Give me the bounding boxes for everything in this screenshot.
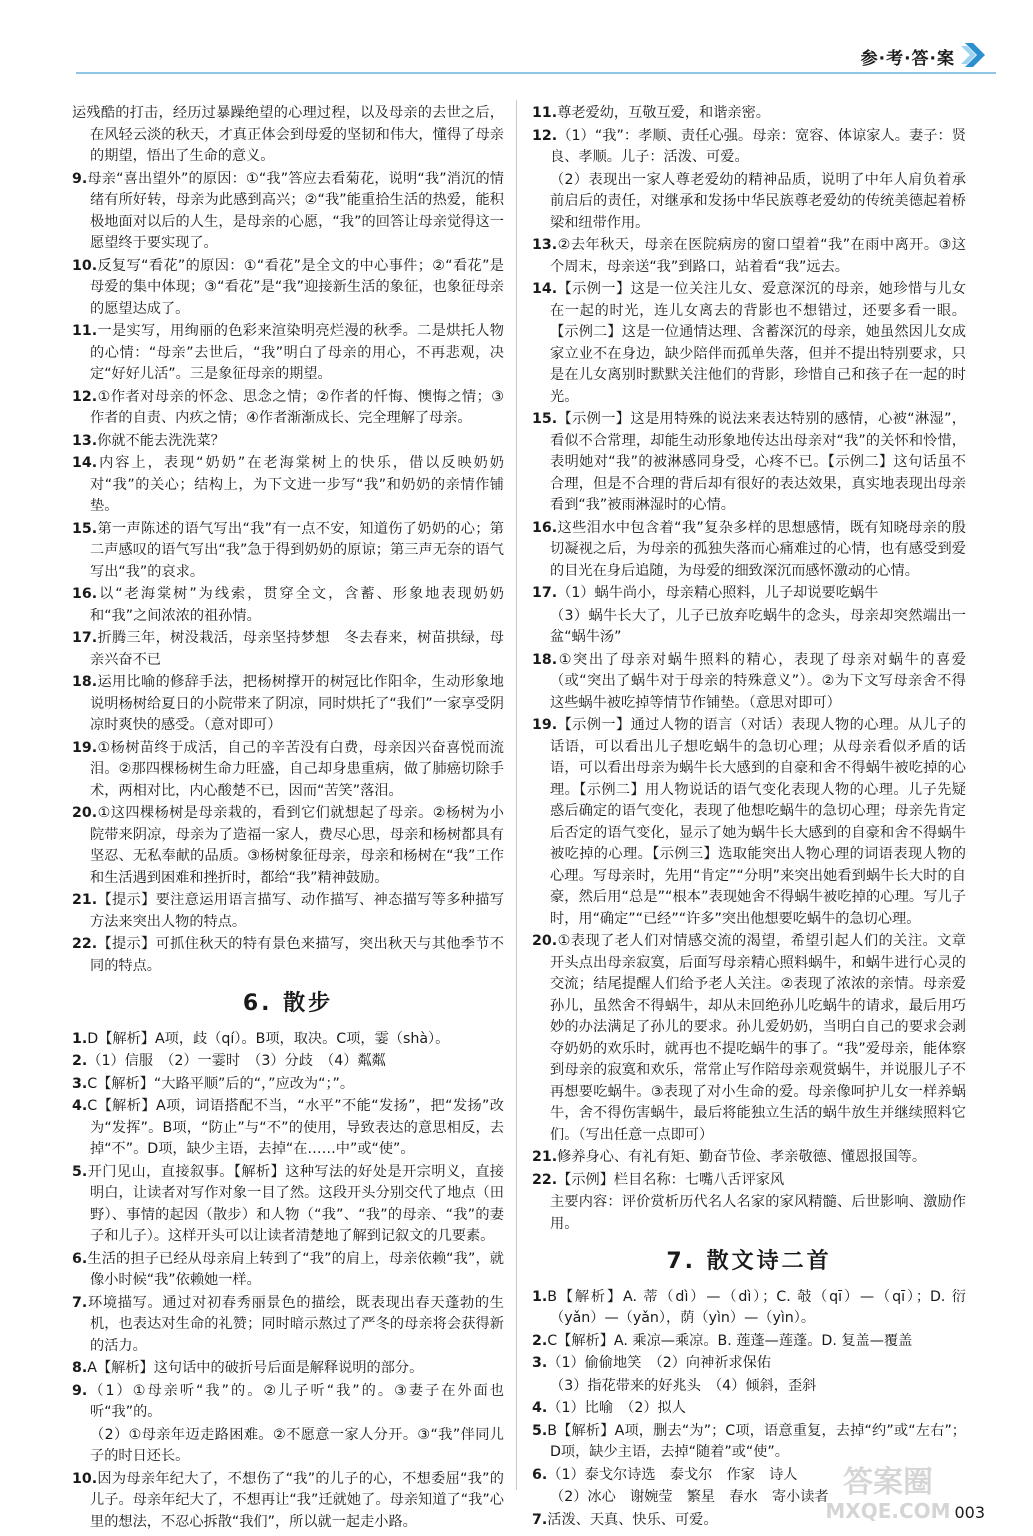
answer-item (532, 126, 966, 169)
left-column (72, 103, 504, 1534)
answer-item (72, 321, 504, 386)
answer-number: 22. (532, 1171, 558, 1188)
answer-text: 这些泪水中包含着“我”复杂多样的思想感情，既有知晓母亲的殷切凝视之后，为母亲的孤独失落而心痛难过的心情，也有感受到爱的目光在身后追随，为母爱的细致深沉而感怀激动的心情。 (550, 519, 966, 579)
answer-number: 15. (72, 520, 98, 537)
answer-text: ①突出了母亲对蜗牛照料的精心，表现了母亲对蜗牛的喜爱（或“突出了蜗牛对于母亲的特殊意义”）。②为下文写母亲舍不得这些蜗牛被吃掉等情节作铺垫。（意思对即可） (550, 651, 966, 711)
answer-item (72, 628, 504, 671)
answer-number: 5. (532, 1422, 548, 1439)
answer-text: 折腾三年，树没栽活，母亲坚持梦想 冬去春来，树苗拱绿，母亲兴奋不已 (90, 630, 504, 668)
right-answers-a (532, 103, 966, 1235)
answer-number: 17. (72, 630, 98, 646)
answer-number: 13. (532, 237, 558, 253)
answer-item (72, 1381, 504, 1424)
answer-text: （2）表现出一家人尊老爱幼的精神品质，说明了中年人肩负着承前启后的责任，对继承和发扬中华民族尊老爱幼的传统美德起着桥梁和纽带作用。 (550, 171, 966, 231)
answer-number: 2. (72, 1053, 88, 1069)
watermark-line2: MXQE.COM (825, 1499, 951, 1523)
answer-item (532, 1147, 966, 1169)
answer-number: 6. (72, 1250, 88, 1267)
answer-item (72, 169, 504, 255)
answer-item (532, 1170, 966, 1192)
header-label: 参·考·答·案 (860, 49, 955, 69)
answer-text: 【示例一】这是一位关注儿女、爱意深沉的母亲，她珍惜与儿女在一起的时光，连儿女离去的背影也不想错过，还要多看一眼。【示例二】这是一位通情达理、含蓄深沉的母亲，她虽然因儿女成家立业不在身边，缺少陪伴而孤单失落，但并不提出特别要求，只是在儿女离别时默默关注他们的背影，珍惜自己和孩子在一起的时光。 (550, 281, 966, 405)
answer-item (532, 235, 966, 278)
section-title-sanwenshi: 7. 散文诗二首 (666, 1249, 832, 1274)
answer-number: 15. (532, 411, 558, 427)
answer-item (532, 518, 966, 583)
answer-number: 10. (72, 257, 98, 274)
answer-number: 18. (532, 651, 558, 668)
watermark-line1: 答案圈 (843, 1465, 933, 1500)
answer-item (72, 453, 504, 518)
answer-text: B【解析】A. 蒂（dì）—（dì）；C. 攲（qī）—（qī）；D. 衍（yǎn）—（yǎn），荫（yìn）—（yìn）。 (547, 1288, 966, 1326)
answer-text: 母亲“喜出望外”的原因：①“我”答应去看菊花，说明“我”消沉的情绪有所好转，母亲为此感到高兴；②“我”能重拾生活的热爱，能积极地面对以后的人生，是母亲的心愿，“我”的回答让母亲觉得这一愿望终于要实现了。 (87, 170, 504, 251)
answer-subitem (532, 1192, 966, 1235)
answer-text: C【解析】A项，词语搭配不当，“水平”不能“发扬”，把“发扬”改为“发挥”。B项，“防止”与“不”的使用，导致表达的意思相反，去掉“不”。D项，缺少主语，去掉“在……中”或“使”。 (87, 1098, 504, 1157)
answer-number: 20. (72, 805, 98, 821)
answer-subitem (72, 1425, 504, 1468)
answer-number: 2. (532, 1332, 548, 1349)
answer-text: （3）蜗牛长大了，儿子已放弃吃蜗牛的念头，母亲却突然端出一盆“蜗牛汤” (550, 607, 966, 645)
answer-subitem (532, 170, 966, 235)
answer-number: 4. (72, 1098, 88, 1114)
answer-number: 7. (532, 1511, 548, 1528)
answer-number: 8. (72, 1360, 88, 1376)
answer-item (72, 1029, 504, 1051)
chevron-right-icon (959, 40, 989, 70)
answer-item (532, 931, 966, 1146)
answer-item (532, 409, 966, 517)
answer-text: B【解析】A项，删去“为”；C项，语意重复，去掉“约”或“左右”；D项，缺少主语，去掉“随着”或“使”。 (547, 1422, 966, 1460)
answer-item (72, 672, 504, 737)
answer-text: （1）①母亲听“我”的。②儿子听“我”的。③妻子在外面也听“我”的。 (87, 1382, 504, 1420)
answer-text: 修养身心、有礼有矩、勤奋节俭、孝亲敬德、懂恩报国等。 (557, 1149, 927, 1165)
answer-item (72, 387, 504, 430)
answer-text: （1）比喻 （2）拟人 (547, 1400, 686, 1416)
answer-text: 运用比喻的修辞手法，把杨树撑开的树冠比作阳伞，生动形象地说明杨树给夏日的小院带来了阴凉，同时烘托了“我们”一家享受阴凉时爽快的感受。（意对即可） (90, 674, 504, 733)
answer-text: ①作者对母亲的怀念、思念之情；②作者的忏悔、懊悔之情；③作者的自责、内疚之情；④作者渐渐成长、完全理解了母亲。 (90, 388, 504, 426)
answer-item (72, 1051, 504, 1073)
answer-text: （1）“我”：孝顺、责任心强。母亲：宽容、体谅家人。妻子：贤良、孝顺。儿子：活泼、可爱。 (550, 127, 966, 165)
answer-item (532, 715, 966, 930)
answer-number: 6. (532, 1466, 548, 1483)
answer-number: 1. (532, 1288, 548, 1305)
answer-number: 10. (72, 1470, 98, 1487)
watermark-logo (813, 1458, 963, 1528)
page-number: 003 (954, 1503, 985, 1522)
answer-item (72, 890, 504, 933)
answer-item (72, 584, 504, 627)
answer-number: 17. (532, 585, 558, 601)
answer-number: 7. (72, 1294, 88, 1311)
answer-text: （2）①母亲年迈走路困难。②不愿意一家人分开。③“我”伴同儿子的时日还长。 (90, 1426, 504, 1464)
answer-text: 【提示】可抓住秋天的特有景色来描写，突出秋天与其他季节不同的特点。 (90, 936, 504, 974)
answer-text: ①表现了老人们对情感交流的渴望，希望引起人们的关注。文章开头点出母亲寂寞，后面写母亲精心照料蜗牛，和蜗牛进行心灵的交流；结尾提醒人们给予老人关注。②表现了浓浓的亲情。母亲爱孙儿，虽然舍不得蜗牛，却从未回绝孙儿吃蜗牛的请求，最后用巧妙的办法满足了孙儿的要求。孙儿爱奶奶，当明白自己的要求会剥夺奶奶的欢乐时，就再也不提吃蜗牛的事了。“我”爱母亲，能体察到母亲的寂寞和欢乐，常常止写作陪母亲观赏蜗牛，并说服儿子不再想要吃蜗牛。③表现了对小生命的爱。母亲像呵护儿女一样养蜗牛，舍不得伤害蜗牛，最后将能独立生活的蜗牛放生并继续照料它们。（写出任意一点即可） (550, 933, 966, 1143)
answer-text: （1）蜗牛尚小，母亲精心照料，儿子却说要吃蜗牛 (557, 585, 879, 601)
answer-item (532, 583, 966, 605)
answer-text: 【示例】栏目名称：七嘴八舌评家风 (557, 1171, 785, 1188)
answer-item (72, 1074, 504, 1096)
page-header (0, 0, 1033, 80)
answer-text: 以“老海棠树”为线索，贯穿全文，含蓄、形象地表现奶奶和“我”之间浓浓的祖孙情。 (90, 586, 504, 624)
answer-number: 16. (532, 519, 558, 536)
answer-number: 18. (72, 674, 98, 690)
answer-text: 第一声陈述的语气写出“我”有一点不安，知道伤了奶奶的心；第二声感叹的语气写出“我”急于得到奶奶的原谅；第三声无奈的语气写出“我”的哀求。 (90, 520, 504, 580)
answer-number: 21. (72, 892, 98, 908)
answer-number: 12. (532, 127, 558, 144)
answer-text: A【解析】这句话中的破折号后面是解释说明的部分。 (87, 1360, 424, 1376)
answer-item (72, 256, 504, 321)
answer-text: ②去年秋天，母亲在医院病房的窗口望着“我”在雨中离开。③这个周末，母亲送“我”到路口，站着看“我”远去。 (550, 237, 966, 275)
answer-item (72, 803, 504, 889)
answer-number: 3. (72, 1075, 88, 1092)
answer-text: ①杨树苗终于成活，自己的辛苦没有白费，母亲因兴奋喜悦而流泪。②那四棵杨树生命力旺盛，自己却身患重病，做了肺癌切除手术，两相对比，内心酸楚不已，因而“苦笑”落泪。 (90, 739, 504, 799)
answer-text: 内容上，表现“奶奶”在老海棠树上的快乐，借以反映奶奶对“我”的关心；结构上，为下文进一步写“我”和奶奶的亲情作铺垫。 (90, 455, 504, 514)
right-column (532, 103, 966, 1532)
section-title-sanbu: 6. 散步 (242, 991, 334, 1016)
answer-number: 14. (72, 455, 98, 471)
answer-number: 12. (72, 388, 98, 405)
answer-text: 因为母亲年纪大了，不想伤了“我”的儿子的心，不想委屈“我”的儿子。母亲年纪大了，不想再让“我”迁就她了。母亲知道了“我”心里的想法，不忍心拆散“我们”，所以就一起走小路。 (90, 1470, 504, 1530)
answer-text: 一是实写，用绚丽的色彩来渲染明亮烂漫的秋季。二是烘托人物的心情：“母亲”去世后，“我”明白了母亲的用心，不再悲观，决定“好好儿活”。三是象征母亲的期望。 (90, 323, 504, 382)
answer-item (72, 1249, 504, 1292)
answer-number: 11. (532, 105, 558, 121)
answer-item (72, 1162, 504, 1248)
answer-item (72, 738, 504, 803)
answer-number: 16. (72, 586, 98, 602)
answer-text: （1）信服 （2）一霎时 （3）分歧 （4）粼粼 (87, 1053, 386, 1069)
answer-text: 反复写“看花”的原因：①“看花”是全文的中心事件；②“看花”是母爱的集中体现；③“看花”是“我”迎接新生活的象征，也象征母亲的愿望达成了。 (90, 257, 504, 317)
answer-number: 5. (72, 1163, 88, 1180)
header-rule (76, 72, 996, 74)
answer-text: （2）冰心 谢婉莹 繁星 春水 寄小读者 (550, 1489, 829, 1505)
answer-number: 14. (532, 281, 558, 297)
answer-text: （1）泰戈尔诗选 泰戈尔 作家 诗人 (547, 1466, 798, 1483)
answer-item (532, 1287, 966, 1330)
answer-subitem (532, 1376, 966, 1398)
answer-item (72, 1293, 504, 1358)
answer-number: 22. (72, 936, 98, 952)
answer-text: 【提示】要注意运用语言描写、动作描写、神态描写等多种描写方法来突出人物的特点。 (90, 892, 504, 930)
answer-text: 你就不能去洗洗菜？ (97, 432, 225, 449)
answer-text: （1）偷偷地笑 （2）向神祈求保佑 (547, 1355, 772, 1371)
answer-item (532, 1398, 966, 1420)
answer-item (72, 519, 504, 584)
answer-text: D【解析】A项，歧（qí）。B项，取决。C项，霎（shà）。 (87, 1030, 450, 1047)
answer-item (72, 1358, 504, 1380)
answer-number: 19. (532, 717, 558, 733)
answer-number: 13. (72, 432, 98, 449)
answer-text: ①这四棵杨树是母亲栽的，看到它们就想起了母亲。②杨树为小院带来阴凉，母亲为了造福一家人，费尽心思，母亲和杨树都具有坚忍、无私奉献的品质。③杨树象征母亲，母亲和杨树在“我”工作和生活遇到困难和挫折时，都给“我”精神鼓励。 (90, 805, 504, 886)
answer-text: 生活的担子已经从母亲肩上转到了“我”的肩上，母亲依赖“我”，就像小时候“我”依赖她一样。 (87, 1250, 504, 1288)
answer-text: 环境描写。通过对初春秀丽景色的描绘，既表现出春天蓬勃的生机，也表达对生命的礼赞；同时暗示熬过了严冬的母亲将会获得新的活力。 (87, 1294, 504, 1354)
answer-item (72, 431, 504, 453)
answer-number: 3. (532, 1355, 548, 1371)
answer-text: 运残酷的打击，经历过暴躁绝望的心理过程，以及母亲的去世之后，在风轻云淡的秋天，才真正体会到母爱的坚韧和伟大，懂得了母亲的期望，悟出了生命的意义。 (72, 105, 504, 164)
column-divider (516, 100, 517, 1490)
answer-number: 9. (72, 170, 88, 187)
answer-item (72, 103, 504, 168)
answer-item (72, 934, 504, 977)
answer-item (532, 279, 966, 408)
answer-text: 【示例一】这是用特殊的说法来表达特别的感情，心被“淋湿”，看似不合常理，却能生动形象地传达出母亲对“我”的关怀和怜惜，表明她对“我”的被淋感同身受，心疼不已。【示例二】这句话虽不合理，但是不合理的背后却有很好的表达效果，真实地表现出母亲看到“我”被雨淋湿时的心情。 (550, 411, 966, 513)
answer-text: 【示例一】通过人物的语言（对话）表现人物的心理。从儿子的话语，可以看出儿子想吃蜗牛的急切心理；从母亲看似矛盾的话语，可以看出母亲为蜗牛长大感到的自豪和舍不得蜗牛被吃掉的心理。【示例二】用人物说话的语气变化表现人物的心理。儿子先疑惑后确定的语气变化，表现了他想吃蜗牛的急切心理；母亲先肯定后否定的语气变化，显示了她为蜗牛长大感到的自豪和舍不得蜗牛被吃掉的心理。【示例三】选取能突出人物心理的词语表现人物的心理。写母亲时，先用“肯定”“分明”来突出她看到蜗牛长大时的自豪，然后用“总是”“根本”表现她舍不得蜗牛被吃掉的心理。写儿子时，用“确定”“已经”“许多”突出他想要吃蜗牛的急切心理。 (550, 717, 966, 927)
answer-text: 活泼、天真、快乐、可爱。 (547, 1511, 718, 1528)
answer-item (532, 1353, 966, 1375)
answer-text: C【解析】A. 乘凉—乘凉。B. 莲蓬—莲蓬。D. 复盖—覆盖 (547, 1332, 913, 1349)
answer-number: 11. (72, 323, 98, 339)
answer-text: （3）指花带来的好兆头 （4）倾斜，歪斜 (550, 1377, 817, 1394)
answer-number: 4. (532, 1400, 548, 1416)
left-answers-b (72, 1029, 504, 1534)
answer-number: 21. (532, 1149, 558, 1165)
answer-text: 开门见山，直接叙事。【解析】这种写法的好处是开宗明义，直接明白，让读者对写作对象一目了然。这段开头分别交代了地点（田野）、事情的起因（散步）和人物（“我”、“我”的母亲、“我”的妻子和儿子）。这样开头可以让读者清楚地了解到记叙文的几要素。 (87, 1163, 504, 1244)
answer-item (72, 1469, 504, 1534)
answer-text: 主要内容：评价赏析历代名人名家的家风精髓、后世影响、激励作用。 (550, 1194, 966, 1232)
answer-item (72, 1096, 504, 1161)
answer-text: C【解析】“大路平顺”后的“，”应改为“；”。 (87, 1075, 355, 1092)
answer-text: 尊老爱幼，互敬互爱，和谐亲密。 (557, 105, 770, 121)
answer-number: 19. (72, 739, 98, 756)
answer-item (532, 1331, 966, 1353)
answer-subitem (532, 606, 966, 649)
answer-item (532, 650, 966, 715)
answer-number: 20. (532, 933, 558, 949)
answer-number: 9. (72, 1382, 88, 1399)
answer-item (532, 103, 966, 125)
answer-number: 1. (72, 1030, 88, 1047)
left-answers-a (72, 103, 504, 977)
